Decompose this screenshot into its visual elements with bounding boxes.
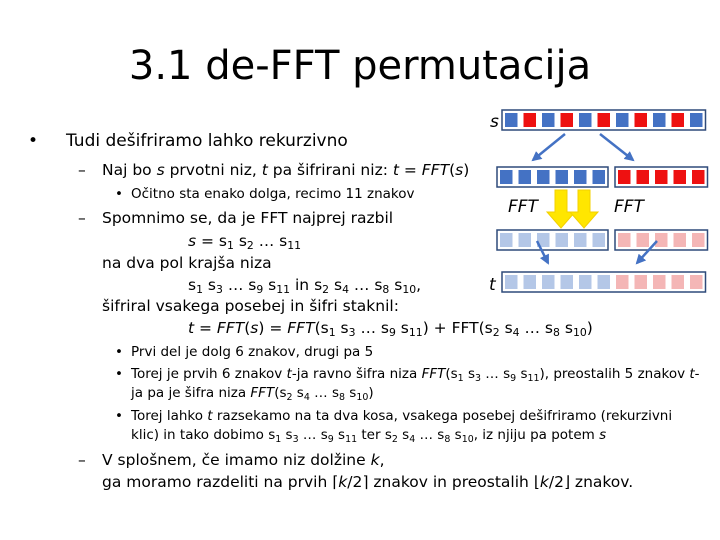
label-fft-right: FFT — [614, 197, 644, 217]
bullet-text: Očitno sta enako dolga, recimo 11 znakov — [131, 186, 415, 202]
label-s: s — [490, 112, 499, 132]
bullet-split-decrypt: • Torej lahko t razsekamo na ta dva kosa, vsakega posebej dešifriramo (rekurzivni — [115, 408, 673, 424]
array-cell — [505, 113, 518, 127]
array-cell — [579, 275, 592, 289]
equation-s: $s = s_1$ $s_2$ … $s_{11}$ — [188, 232, 302, 252]
array-cell — [635, 113, 648, 127]
array-cell — [500, 170, 513, 184]
sub-bullet-definition: – Naj bo s prvotni niz, t pa šifrirani niz: t = FFT(s) — [78, 161, 470, 179]
array-frame — [497, 167, 608, 187]
array-left-encrypted — [497, 230, 608, 250]
array-cell — [561, 113, 574, 127]
equation-halves: $s_1$ $s_3$ … $s_9$ $s_{11}$ in $s_2$ $s_4$ … $s_8$ $s_{10}$, — [188, 276, 422, 296]
text-split-halves: na dva pol krajša niza — [102, 254, 272, 272]
sub-bullet-general-cont: ga moramo razdeliti na prvih ⌈k/2⌉ znakov in preostalih ⌊k/2⌋ znakov. — [102, 473, 634, 491]
dash-marker: – — [78, 161, 86, 179]
array-cell — [519, 170, 532, 184]
bullet-split-decrypt-cont: klic) in tako dobimo $s_1$ $s_3$ … $s_9$ $s_{11}$ ter $s_2$ $s_4$ … $s_8$ $s_{10}$, iz njiju pa potem s — [131, 427, 607, 445]
dash-marker: – — [78, 451, 86, 469]
array-cell — [637, 233, 650, 247]
array-cell — [524, 113, 537, 127]
array-cell — [674, 233, 687, 247]
array-cell — [618, 170, 631, 184]
array-cell — [690, 113, 703, 127]
array-cell — [574, 233, 587, 247]
array-cell — [556, 233, 569, 247]
bullet-dot: • — [115, 186, 123, 202]
array-frame — [497, 230, 608, 250]
sub-bullet-recall: – Spomnimo se, da je FFT najprej razbil — [78, 209, 394, 227]
array-cell — [519, 233, 532, 247]
array-cell — [616, 275, 629, 289]
fft-arrow-right — [570, 190, 598, 228]
array-cell — [598, 113, 611, 127]
bullet-first-six-cont: ja pa je šifra niza $FFT(s_2$ $s_4$ … $s_8$ $s_{10}$) — [131, 385, 374, 403]
array-left-half — [497, 167, 608, 187]
array-cell — [542, 275, 555, 289]
bullet-text: Tudi dešifriramo lahko rekurzivno — [66, 131, 348, 151]
array-cell — [655, 170, 668, 184]
array-cell — [692, 170, 705, 184]
bullet-dot: • — [28, 131, 39, 151]
split-arrow-left — [533, 134, 565, 160]
array-cell — [593, 233, 606, 247]
array-cell — [674, 170, 687, 184]
bullet-first-part-length: • Prvi del je dolg 6 znakov, drugi pa 5 — [115, 344, 374, 360]
sub-bullet-general: – V splošnem, če imamo niz dolžine k, — [78, 451, 385, 469]
bullet-dot: • — [115, 344, 123, 360]
split-arrow-right — [600, 134, 633, 160]
label-fft-left: FFT — [508, 197, 538, 217]
array-cell — [579, 113, 592, 127]
array-cell — [618, 233, 631, 247]
equation-t: $t = FFT(s) = FFT(s_1$ $s_3$ … $s_9$ $s_{11}) + FFT(s_2$ $s_4$ … $s_8$ $s_{10}$) — [188, 319, 593, 339]
bullet-dot: • — [115, 408, 123, 424]
array-cell — [524, 275, 537, 289]
array-right-encrypted — [615, 230, 708, 250]
array-cell — [616, 113, 629, 127]
array-cell — [637, 170, 650, 184]
array-cell — [574, 170, 587, 184]
array-right-half — [615, 167, 708, 187]
fft-arrow-left — [547, 190, 575, 228]
array-cell — [537, 170, 550, 184]
array-cell — [505, 275, 518, 289]
array-s — [502, 110, 706, 130]
array-cell — [556, 170, 569, 184]
array-cell — [655, 233, 668, 247]
dash-marker: – — [78, 209, 86, 227]
array-cell — [635, 275, 648, 289]
slide-title: 3.1 de-FFT permutacija — [128, 43, 592, 89]
array-t — [502, 272, 706, 292]
array-cell — [561, 275, 574, 289]
array-cell — [672, 113, 685, 127]
bullet-dot: • — [115, 366, 123, 382]
array-cell — [593, 170, 606, 184]
array-cell — [500, 233, 513, 247]
array-cell — [653, 275, 666, 289]
array-cell — [692, 233, 705, 247]
text-encrypted-each: šifriral vsakega posebej in šifri staknil: — [102, 297, 399, 315]
array-cell — [653, 113, 666, 127]
array-cell — [690, 275, 703, 289]
array-cell — [542, 113, 555, 127]
array-cell — [598, 275, 611, 289]
bullet-first-six: • Torej je prvih 6 znakov t-ja ravno šifra niza $FFT(s_1$ $s_3$ … $s_9$ $s_{11}$), preostalih 5 znakov t- — [115, 366, 700, 384]
label-t: t — [489, 275, 496, 295]
array-cell — [672, 275, 685, 289]
